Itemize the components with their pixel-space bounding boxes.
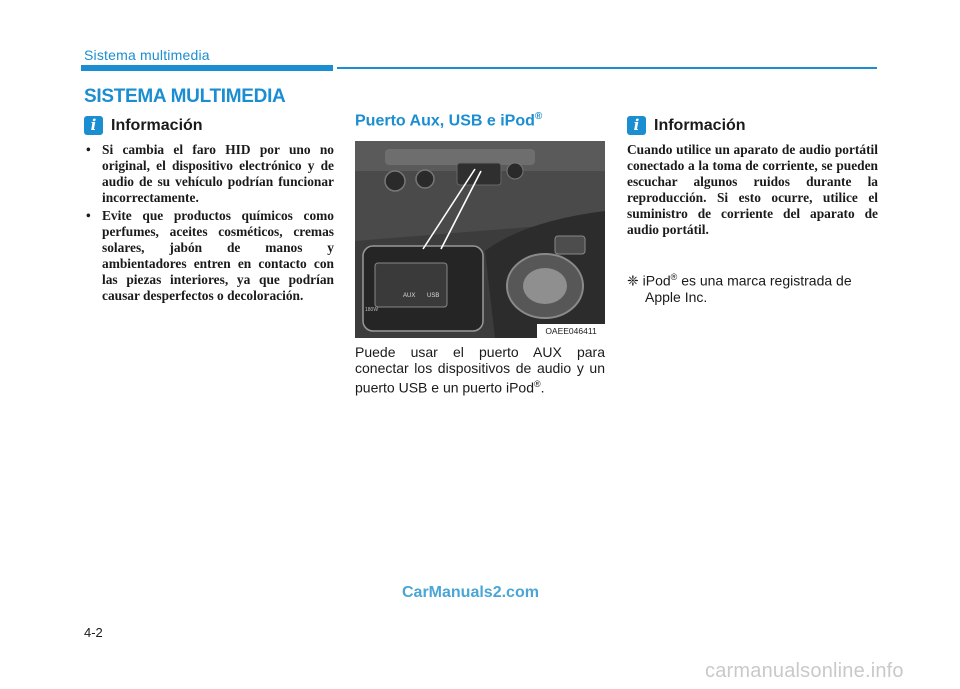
registered-mark: ®: [534, 379, 541, 389]
aux-label: AUX: [403, 293, 416, 299]
power-label: 180W: [365, 307, 379, 313]
console-photo: [355, 141, 605, 338]
bullet-item: • Si cambia el faro HID por uno no original, el dispositivo electrónico y de audio de su vehículo podrían funcionar incorrectamente.: [84, 142, 334, 206]
header-bar: [81, 65, 333, 71]
info-paragraph: Cuando utilice un aparato de audio portátil conectado a la toma de corriente, se pueden escuchar algunos ruidos durante la reproducción. Si esto ocurre, utilice el suministro de corriente del aparato de audio portátil.: [627, 142, 878, 237]
image-code: OAEE046411: [545, 326, 597, 336]
watermark-link[interactable]: CarManuals2.com: [402, 584, 539, 601]
info-bullet-list: [84, 142, 334, 306]
info-heading-right: Información: [654, 117, 746, 134]
info-icon: i: [84, 116, 103, 135]
registered-mark: ®: [534, 111, 543, 122]
section-subtitle: Puerto Aux, USB e iPod®: [355, 111, 543, 130]
watermark: carmanualsonline.info: [705, 660, 904, 682]
trademark-note: ❈ iPod® es una marca registrada de Apple Inc.: [627, 272, 852, 305]
header-rule: [337, 67, 877, 69]
usb-label: USB: [427, 293, 440, 299]
page-title: SISTEMA MULTIMEDIA: [84, 86, 286, 107]
registered-mark: ®: [670, 272, 678, 282]
section-label: Sistema multimedia: [84, 47, 210, 63]
info-heading-left: Información: [111, 117, 203, 134]
middle-body-text: Puede usar el puerto AUX para conectar los dispositivos de audio y un puerto USB e un puerto iPod®.: [355, 344, 605, 396]
page-number: 4-2: [84, 625, 103, 640]
bullet-item: • Evite que productos químicos como perfumes, aceites cosméticos, cremas solares, jabón de manos y ambientadores entren en contacto con las piezas interiores, ya que podrían causar desperfectos o decoloración.: [84, 208, 334, 304]
info-icon: i: [627, 116, 646, 135]
